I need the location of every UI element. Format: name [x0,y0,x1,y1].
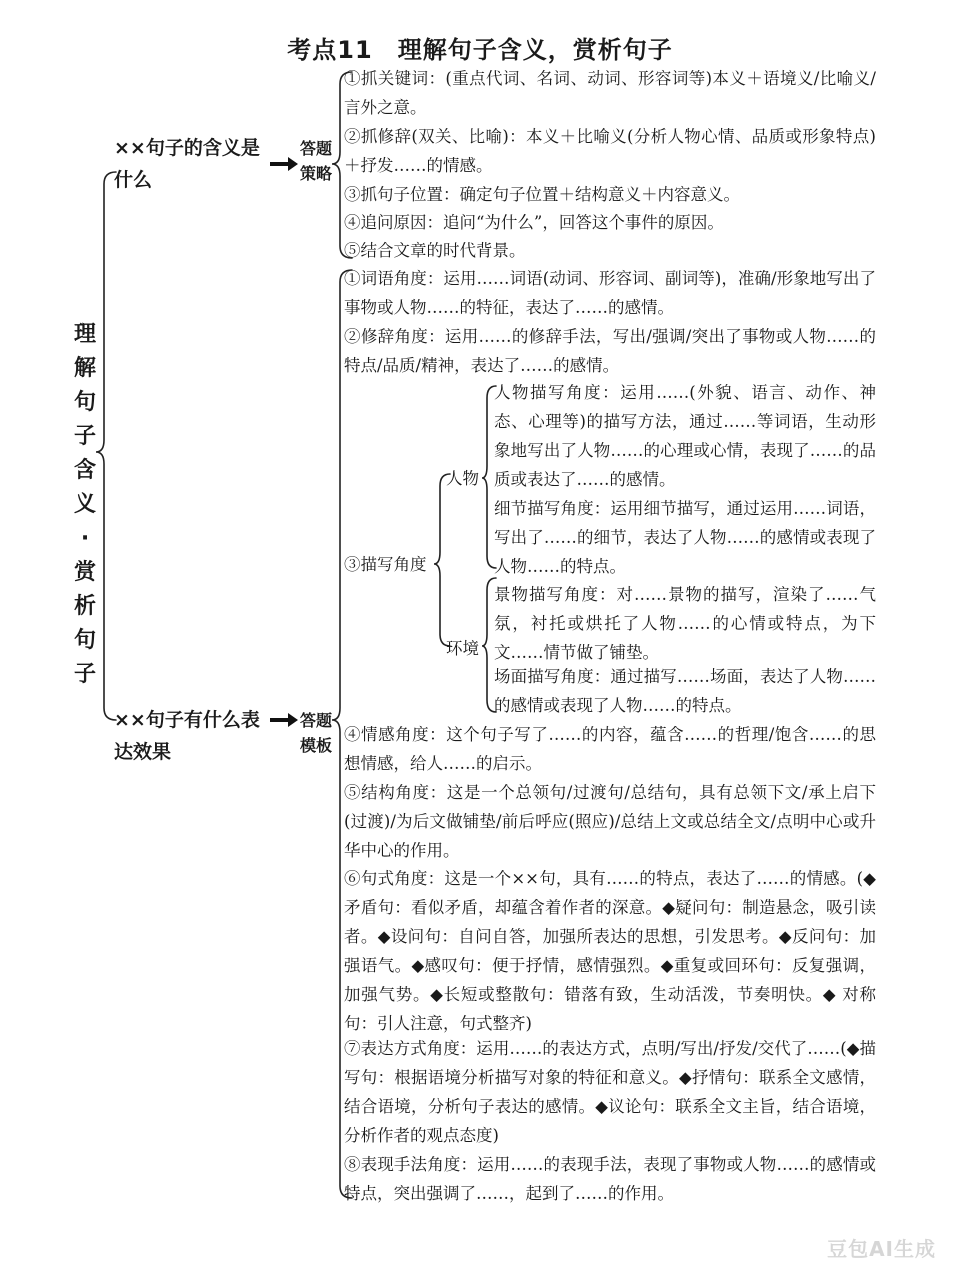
question-effect-line2: 达效果 [114,741,172,763]
environment-label: 环境 [446,639,479,658]
strategy-tag-line1: 答题 [299,139,332,158]
strategy-item-3: ③抓句子位置：确定句子位置＋结构意义＋内容意义。 [344,185,740,204]
question-meaning [114,132,260,196]
template-tag-line1: 答题 [299,711,332,730]
scene-description-item: 场面描写角度：通过描写……场面，表达了人物……的感情或表现了人物……的特点。 [494,667,876,715]
page-title: 考点11 理解句子含义，赏析句子 [287,36,673,64]
template-tag [296,708,336,758]
template-item-6: ⑥句式角度：这是一个××句，具有……的特点，表达了……的情感。(◆矛盾句：看似矛盾，却蕴含着作者的深意。◆疑问句：制造悬念，吸引读者。◆设问句：自问自答，加强所表达的思想，引发思考。◆反问句：加强语气。◆感叹句：便于抒情，感情强烈。◆重复或回环句：反复强调，加强气势。◆长短或整散句：错落有致，生动活泼，节奏明快。◆ 对称句：引人注意，句式整齐) [344,869,876,1033]
watermark: 豆包AI生成 [827,1237,936,1261]
template-item-5: ⑤结构角度：这是一个总领句/过渡句/总结句，具有总领下文/承上启下(过渡)/为后文做铺垫/前后呼应(照应)/总结上文或总结全文/点明中心或升华中心的作用。 [344,783,876,860]
template-item-1: ①词语角度：运用……词语(动词、形容词、副词等)，准确/形象地写出了事物或人物……的特征，表达了……的感情。 [344,269,876,317]
arrow-right-icon [270,156,298,177]
strategy-item-5: ⑤结合文章的时代背景。 [344,241,526,260]
question-meaning-line1: ××句子的含义是 [114,137,260,159]
root-label: 理解句子含义·赏析句子 [73,322,96,687]
template-item-4: ④情感角度：这个句子写了……的内容，蕴含……的哲理/饱含……的思想情感，给人……的启示。 [344,725,876,773]
strategy-item-2: ②抓修辞(双关、比喻)：本义＋比喻义(分析人物心情、品质或形象特点)＋抒发……的情感。 [344,127,876,175]
template-item-8: ⑧表现手法角度：运用……的表现手法，表现了事物或人物……的感情或特点，突出强调了……，起到了……的作用。 [344,1155,876,1203]
question-effect-line1: ××句子有什么表 [114,709,260,731]
template-tag-line2: 模板 [299,736,332,755]
strategy-tag-line2: 策略 [299,164,332,183]
template-item-2: ②修辞角度：运用……的修辞手法，写出/强调/突出了事物或人物……的特点/品质/精神，表达了……的感情。 [344,327,876,375]
strategy-item-4: ④追问原因：追问“为什么”，回答这个事件的原因。 [344,213,724,232]
scenery-description-item: 景物描写角度：对……景物的描写，渲染了……气氛，衬托或烘托了人物……的心情或特点，为下文……情节做了铺垫。 [494,585,876,662]
template-item-3-label: ③描写角度 [344,555,427,574]
template-item-7: ⑦表达方式角度：运用……的表达方式，点明/写出/抒发/交代了……(◆描写句：根据语境分析描写对象的特征和意义。◆抒情句：联系全文感情，结合语境，分析句子表达的感情。◆议论句：联系全文主旨，结合语境，分析作者的观点态度) [344,1039,876,1145]
person-label: 人物 [446,469,479,488]
strategy-item-1: ①抓关键词：(重点代词、名词、动词、形容词等)本义＋语境义/比喻义/言外之意。 [344,69,876,117]
detail-description-item: 细节描写角度：运用细节描写，通过运用……词语，写出了……的细节，表达了人物……的感情或表现了人物……的特点。 [494,499,876,576]
describe-brace [434,474,450,646]
person-description-item: 人物描写角度：运用……(外貌、语言、动作、神态、心理等)的描写方法，通过……等词语，生动形象地写出了人物……的心理或心情，表现了……的品质或表达了……的感情。 [494,383,876,489]
question-effect [114,704,260,768]
arrow-right-icon [270,712,298,733]
strategy-tag [296,136,336,186]
question-meaning-line2: 什么 [114,169,153,191]
